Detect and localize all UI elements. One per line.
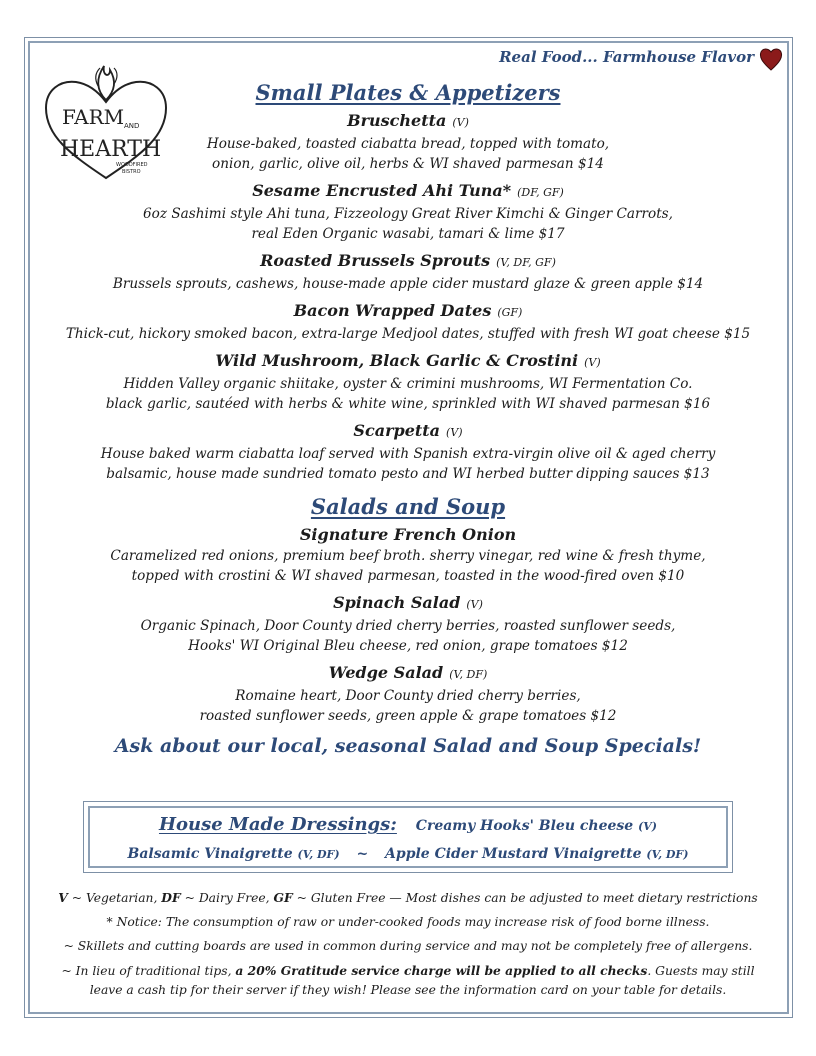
diet-tag: (V, DF) bbox=[297, 848, 340, 861]
salads-title: Salads and Soup bbox=[310, 494, 506, 519]
item-description: Thick-cut, hickory smoked bacon, extra-large Medjool dates, stuffed with fresh WI goat cheese $15 bbox=[65, 326, 751, 342]
menu-item-scarpetta bbox=[40, 420, 776, 484]
item-description: House-baked, toasted ciabatta bread, topped with tomato, bbox=[206, 136, 610, 152]
menu-item-wedge-salad bbox=[40, 662, 776, 726]
gratuity-charge: a 20% Gratitude service charge will be applied to all checks bbox=[235, 963, 648, 978]
footer-notes bbox=[34, 888, 782, 1005]
item-description: 6oz Sashimi style Ahi tuna, Fizzeology Great River Kimchi & Ginger Carrots, bbox=[143, 206, 673, 222]
appetizers-title: Small Plates & Appetizers bbox=[255, 80, 561, 105]
gratuity-notice-2: leave a cash tip for their server if they wish! Please see the information card on your table for details. bbox=[89, 983, 727, 997]
diet-tag: (V, DF) bbox=[449, 668, 488, 681]
dressings-line-1 bbox=[90, 814, 726, 835]
menu-item-ahi-tuna bbox=[40, 180, 776, 244]
legend-gf-text: ~ Gluten Free — Most dishes can be adjusted to meet dietary restrictions bbox=[292, 891, 758, 905]
item-name: Sesame Encrusted Ahi Tuna* bbox=[252, 181, 512, 200]
diet-tag: (V) bbox=[584, 356, 601, 369]
item-description: onion, garlic, olive oil, herbs & WI shaved parmesan $14 bbox=[212, 156, 604, 172]
item-name: Bruschetta bbox=[347, 111, 447, 130]
separator: ~ bbox=[356, 846, 369, 862]
gratuity-text: . Guests may still bbox=[647, 964, 755, 978]
menu-item-french-onion bbox=[40, 524, 776, 586]
dressing-name: Apple Cider Mustard Vinaigrette bbox=[385, 846, 642, 862]
dietary-legend bbox=[34, 888, 782, 908]
item-description: Hooks' WI Original Bleu cheese, red onion, grape tomatoes $12 bbox=[188, 638, 628, 654]
dressings-box-inner bbox=[88, 806, 728, 868]
item-name: Roasted Brussels Sprouts bbox=[260, 251, 491, 270]
legend-df-text: ~ Dairy Free, bbox=[180, 891, 274, 905]
item-name: Scarpetta bbox=[353, 421, 441, 440]
diet-tag: (V) bbox=[638, 820, 658, 833]
item-name: Wedge Salad bbox=[328, 663, 444, 682]
logo-bistro-text: BISTRO bbox=[122, 169, 141, 175]
diet-tag: (V) bbox=[446, 426, 463, 439]
tagline: Real Food... Farmhouse Flavor bbox=[499, 48, 754, 66]
allergen-notice: ~ Skillets and cutting boards are used in common during service and may not be completely free of allergens. bbox=[63, 939, 753, 953]
item-name: Spinach Salad bbox=[333, 593, 461, 612]
item-description: House baked warm ciabatta loaf served with Spanish extra-virgin olive oil & aged cherry bbox=[100, 446, 716, 462]
dressing-name: Balsamic Vinaigrette bbox=[127, 846, 293, 862]
item-name: Signature French Onion bbox=[299, 525, 517, 544]
logo-and-text: AND bbox=[124, 122, 140, 130]
item-description: Caramelized red onions, premium beef broth. sherry vinegar, red wine & fresh thyme, bbox=[110, 548, 706, 564]
item-description: Brussels sprouts, cashews, house-made apple cider mustard glaze & green apple $14 bbox=[112, 276, 704, 292]
diet-tag: (V) bbox=[452, 116, 469, 129]
gratuity-text: ~ In lieu of traditional tips, bbox=[61, 964, 236, 978]
item-description: real Eden Organic wasabi, tamari & lime $17 bbox=[251, 226, 565, 242]
specials-callout: Ask about our local, seasonal Salad and Soup Specials! bbox=[114, 735, 702, 757]
diet-tag: (V, DF, GF) bbox=[496, 256, 556, 269]
dressings-box bbox=[83, 801, 733, 873]
diet-tag: (GF) bbox=[497, 306, 523, 319]
legend-df: DF bbox=[161, 890, 181, 905]
item-name: Wild Mushroom, Black Garlic & Crostini bbox=[215, 351, 579, 370]
item-description: black garlic, sautéed with herbs & white wine, sprinkled with WI shaved parmesan $16 bbox=[105, 396, 711, 412]
item-description: topped with crostini & WI shaved parmesan, toasted in the wood-fired oven $10 bbox=[131, 568, 685, 584]
gratuity-notice bbox=[34, 961, 782, 981]
menu-item-bacon-dates bbox=[40, 300, 776, 344]
menu-item-wild-mushroom bbox=[40, 350, 776, 414]
item-description: Hidden Valley organic shiitake, oyster & crimini mushrooms, WI Fermentation Co. bbox=[123, 376, 693, 392]
menu-item-brussels-sprouts bbox=[40, 250, 776, 294]
heart-icon bbox=[758, 46, 784, 72]
logo-hearth-text: HEARTH bbox=[60, 137, 162, 162]
legend-v: V bbox=[58, 890, 68, 905]
diet-tag: (DF, GF) bbox=[517, 186, 564, 199]
menu-item-spinach-salad bbox=[40, 592, 776, 656]
diet-tag: (V, DF) bbox=[646, 848, 689, 861]
dressings-line-2 bbox=[90, 846, 726, 862]
logo-woodfired-text: WOODFIRED bbox=[116, 162, 148, 168]
legend-v-text: ~ Vegetarian, bbox=[67, 891, 162, 905]
item-description: roasted sunflower seeds, green apple & grape tomatoes $12 bbox=[199, 708, 617, 724]
dressings-title: House Made Dressings: bbox=[158, 814, 397, 835]
item-description: balsamic, house made sundried tomato pesto and WI herbed butter dipping sauces $13 bbox=[106, 466, 710, 482]
logo-farm-text: FARM bbox=[62, 105, 125, 129]
item-description: Romaine heart, Door County dried cherry berries, bbox=[235, 688, 581, 704]
menu-item-bruschetta bbox=[40, 110, 776, 174]
diet-tag: (V) bbox=[466, 598, 483, 611]
dressing-name: Creamy Hooks' Bleu cheese bbox=[415, 818, 634, 834]
item-description: Organic Spinach, Door County dried cherry berries, roasted sunflower seeds, bbox=[140, 618, 676, 634]
menu bbox=[40, 76, 776, 768]
item-name: Bacon Wrapped Dates bbox=[293, 301, 492, 320]
legend-gf: GF bbox=[273, 890, 293, 905]
raw-food-notice: * Notice: The consumption of raw or under-cooked foods may increase risk of food borne illness. bbox=[106, 915, 710, 929]
